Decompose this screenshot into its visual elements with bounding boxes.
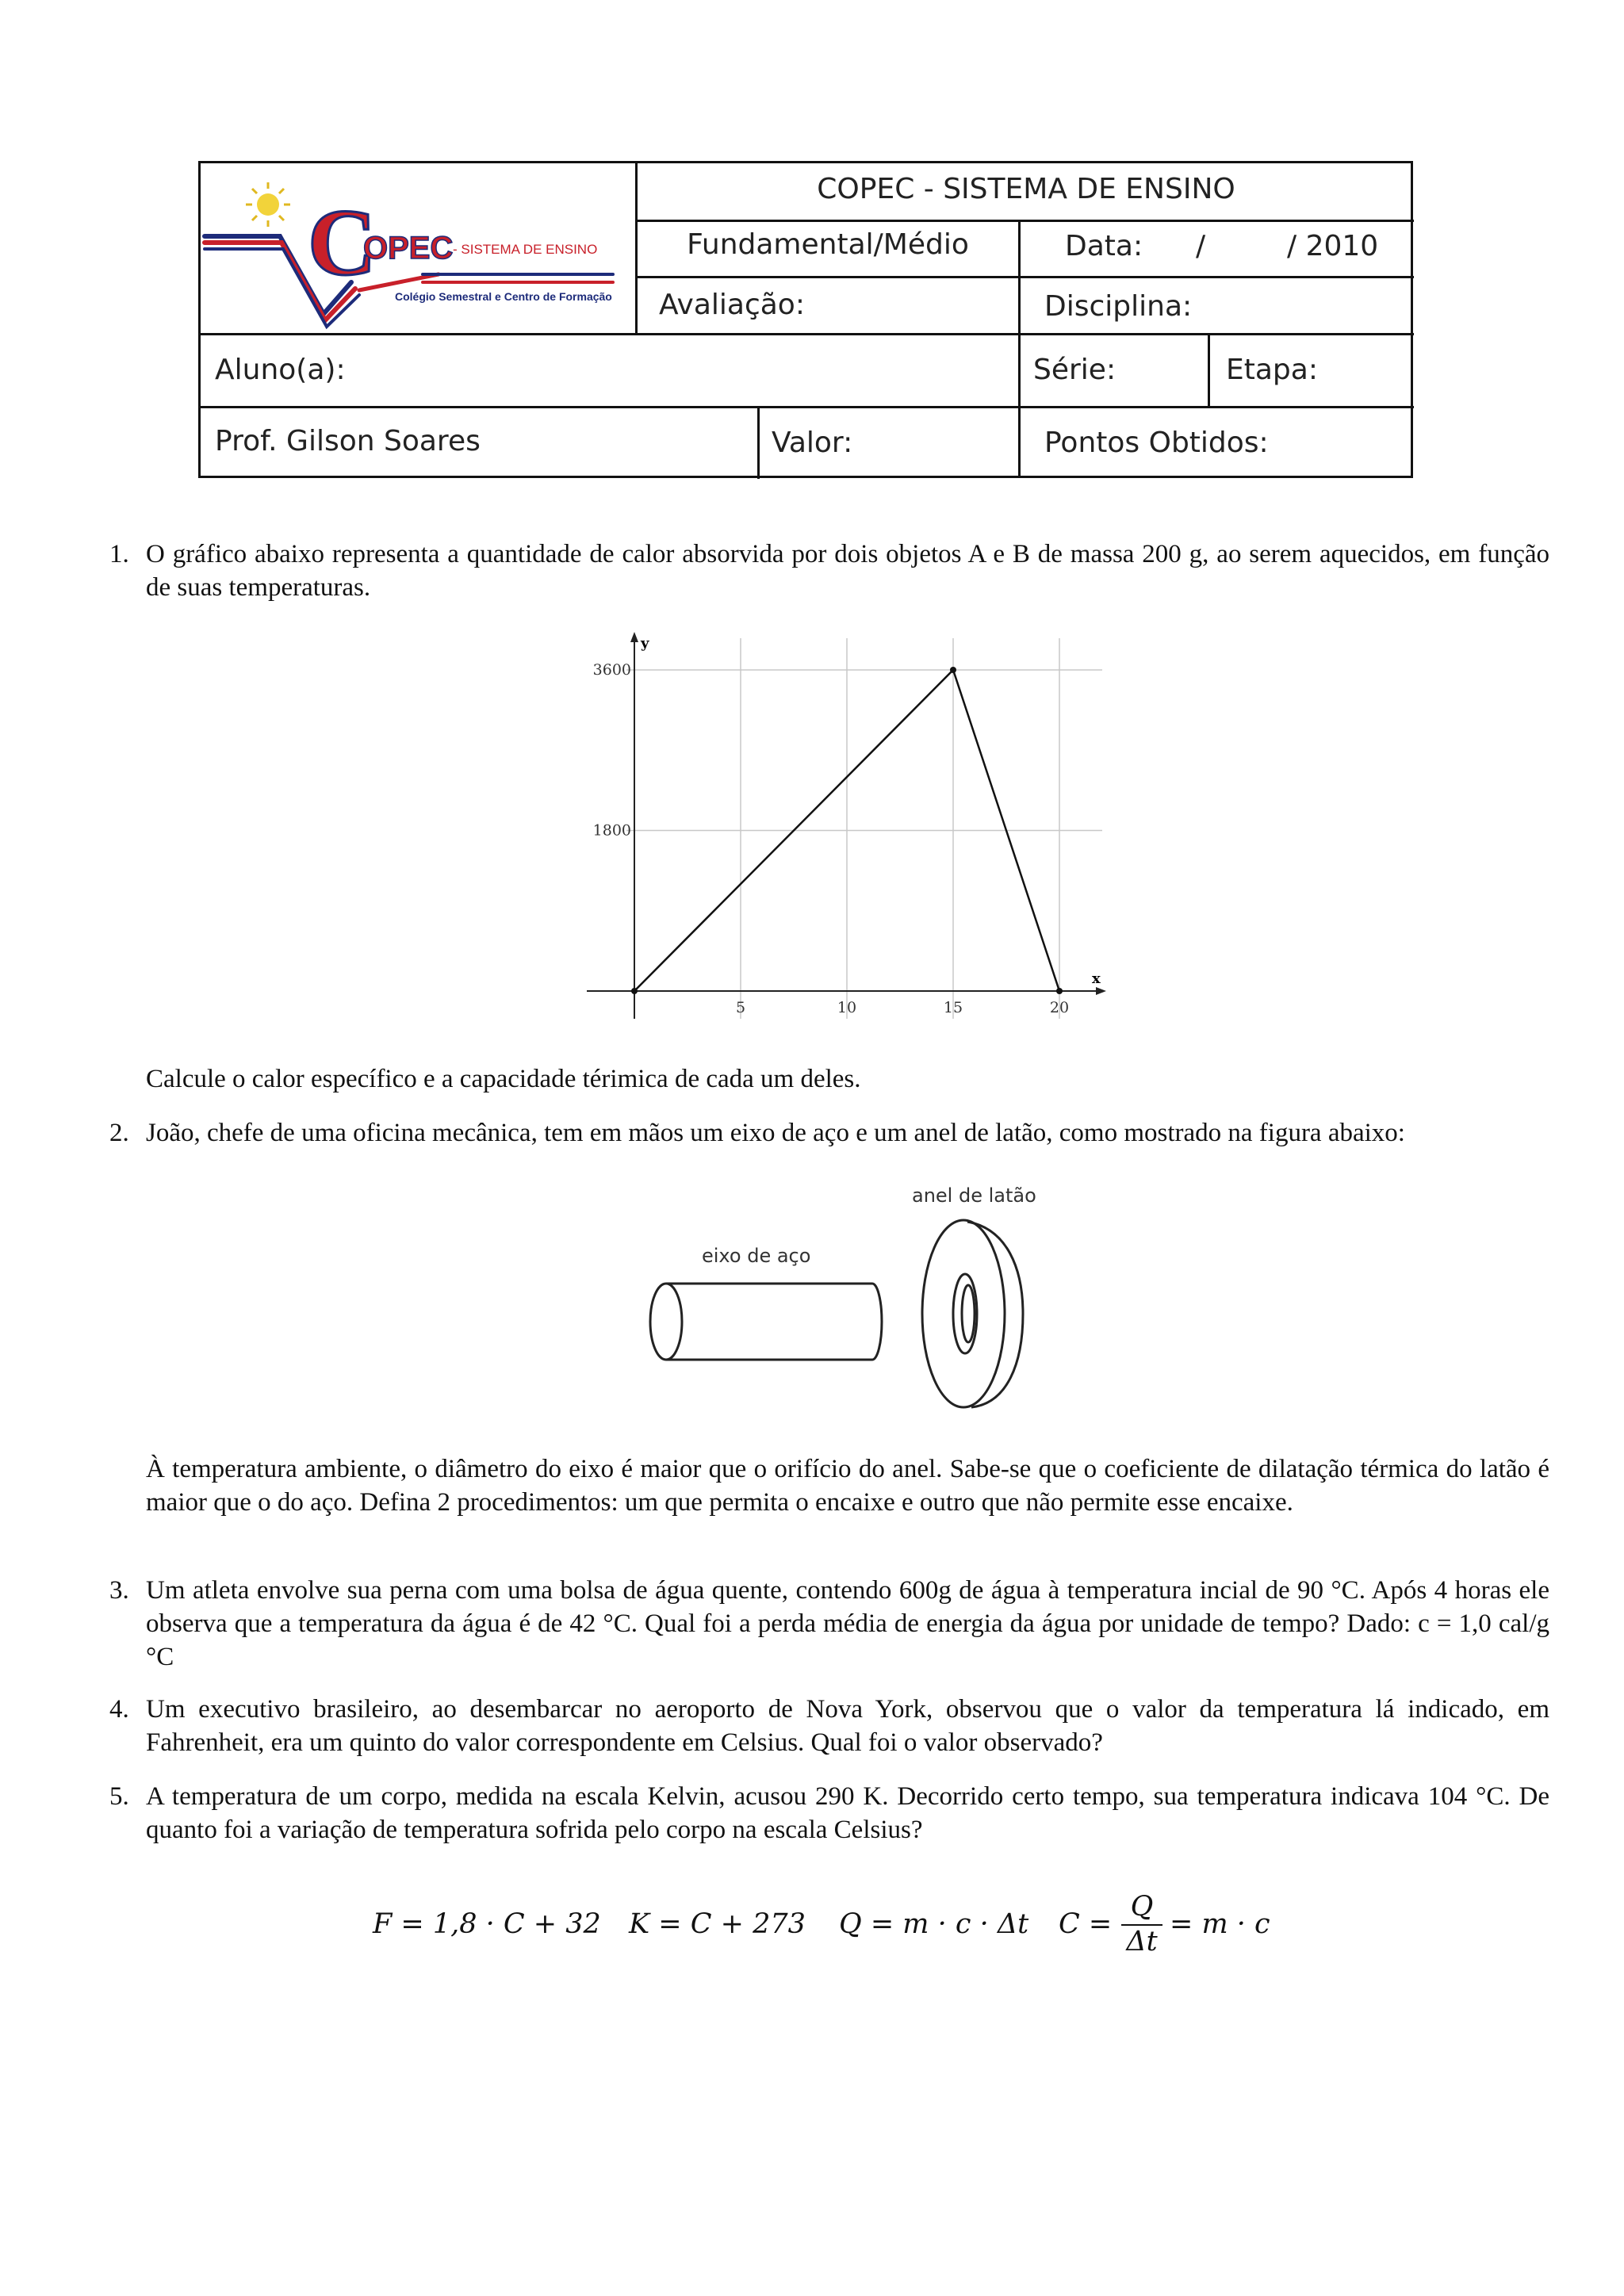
y-axis-arrow: [630, 632, 638, 642]
date-slash: /: [1196, 230, 1206, 262]
shaft-ring-drawing: [634, 1181, 1047, 1419]
heat-chart: [579, 630, 1114, 1027]
question-number: 5.: [109, 1782, 129, 1811]
subject-label: Disciplina:: [1044, 290, 1193, 323]
question-3: [109, 1574, 1549, 1674]
student-label: Aluno(a):: [215, 354, 346, 386]
rule: [1208, 333, 1210, 408]
svg-text:C: C: [308, 189, 377, 295]
rule: [201, 333, 1414, 335]
rule: [637, 276, 1414, 278]
question-text: Um atleta envolve sua perna com uma bolsa de água quente, contendo 600g de água à temperatura incial de 90 °C. Após 4 horas ele observa que a temperatura da água é de 42 °C. Qual foi a perda média de energia da água por unidade de tempo? Dado: c = 1,0 cal/g °C: [146, 1576, 1549, 1671]
date-year: / 2010: [1287, 230, 1379, 262]
formula-kelvin: K = C + 273: [629, 1908, 806, 1940]
copec-logo: [201, 163, 637, 334]
x-axis-label: x: [1092, 970, 1101, 987]
formula-heat: Q = m · c · Δt: [839, 1908, 1029, 1940]
question-5: [109, 1780, 1549, 1846]
fraction-numerator: Q: [1130, 1891, 1154, 1923]
shaft-ring-figure: [634, 1181, 1047, 1419]
ring-label: anel de latão: [912, 1184, 1036, 1207]
points-label: Pontos Obtidos:: [1044, 427, 1269, 459]
x-tick-label: 5: [735, 999, 746, 1016]
question-1-followup: Calcule o calor específico e a capacidade térimica de cada um deles.: [146, 1065, 861, 1093]
question-number: 2.: [109, 1119, 129, 1147]
rule: [201, 406, 1414, 408]
level-label: Fundamental/Médio: [687, 228, 969, 261]
question-2: [109, 1116, 1549, 1150]
formula-line: [373, 1891, 1293, 1962]
x-tick-label: 20: [1049, 999, 1070, 1016]
question-4: [109, 1693, 1549, 1759]
x-axis-arrow: [1096, 987, 1106, 995]
date-label: Data:: [1065, 230, 1143, 262]
evaluation-label: Avaliação:: [659, 289, 805, 321]
series-point: [1056, 988, 1063, 994]
question-number: 3.: [109, 1576, 129, 1605]
svg-text:OPEC: OPEC: [363, 231, 454, 266]
question-number: 4.: [109, 1695, 129, 1724]
exam-header-table: [198, 161, 1413, 478]
formula-capacity-rhs: = m · c: [1170, 1908, 1270, 1940]
shaft-label: eixo de aço: [702, 1245, 811, 1267]
teacher-label: Prof. Gilson Soares: [215, 425, 481, 457]
heat-chart-svg: [579, 630, 1114, 1027]
steel-shaft-icon: [650, 1284, 882, 1360]
sun-icon: [246, 182, 290, 227]
question-number: 1.: [109, 540, 129, 568]
fraction-denominator: Δt: [1126, 1926, 1158, 1957]
y-tick-label: 3600: [592, 661, 631, 679]
question-text: Um executivo brasileiro, ao desembarcar no aeroporto de Nova York, observou que o valor da temperatura lá indicado, em Fahrenheit, era um quinto do valor correspondente em Celsius. Qual foi o valor observado?: [146, 1695, 1549, 1757]
rule: [637, 220, 1414, 222]
brass-ring-icon: [922, 1220, 1023, 1407]
rule: [1018, 220, 1021, 478]
stage-label: Etapa:: [1226, 354, 1318, 386]
formula-fahrenheit: F = 1,8 · C + 32: [373, 1908, 601, 1940]
svg-text:- SISTEMA DE ENSINO: - SISTEMA DE ENSINO: [453, 242, 598, 257]
x-tick-label: 15: [943, 999, 963, 1016]
question-text: A temperatura de um corpo, medida na escala Kelvin, acusou 290 K. Decorrido certo tempo, sua temperatura indicava 104 °C. De quanto foi a variação de temperatura sofrida pelo corpo na escala Celsius?: [146, 1782, 1549, 1844]
y-axis-label: y: [641, 635, 649, 652]
school-title: COPEC - SISTEMA DE ENSINO: [817, 173, 1235, 205]
question-text: O gráfico abaixo representa a quantidade de calor absorvida por dois objetos A e B de massa 200 g, ao serem aquecidos, em função de suas temperaturas.: [146, 540, 1549, 602]
question-2-followup: À temperatura ambiente, o diâmetro do eixo é maior que o orifício do anel. Sabe-se que o coeficiente de dilatação térmica do latão é maior que o do aço. Defina 2 procedimentos: um que permita o encaixe e outro que não permite esse encaixe.: [146, 1455, 1549, 1517]
formula-capacity-fraction: [1118, 1891, 1166, 1957]
question-1: [109, 538, 1549, 604]
series-point: [631, 988, 638, 994]
svg-text:Colégio Semestral e Centro de: Colégio Semestral e Centro de Formação: [395, 290, 612, 303]
y-tick-label: 1800: [592, 821, 631, 840]
x-tick-label: 10: [837, 999, 857, 1016]
question-text: João, chefe de uma oficina mecânica, tem em mãos um eixo de aço e um anel de latão, como mostrado na figura abaixo:: [146, 1119, 1405, 1147]
grade-label: Série:: [1033, 354, 1116, 386]
copec-logo-graphic: [201, 163, 637, 334]
rule: [757, 406, 760, 479]
series-point: [950, 667, 956, 673]
formula-capacity-lhs: C =: [1059, 1908, 1113, 1940]
value-label: Valor:: [772, 427, 853, 459]
